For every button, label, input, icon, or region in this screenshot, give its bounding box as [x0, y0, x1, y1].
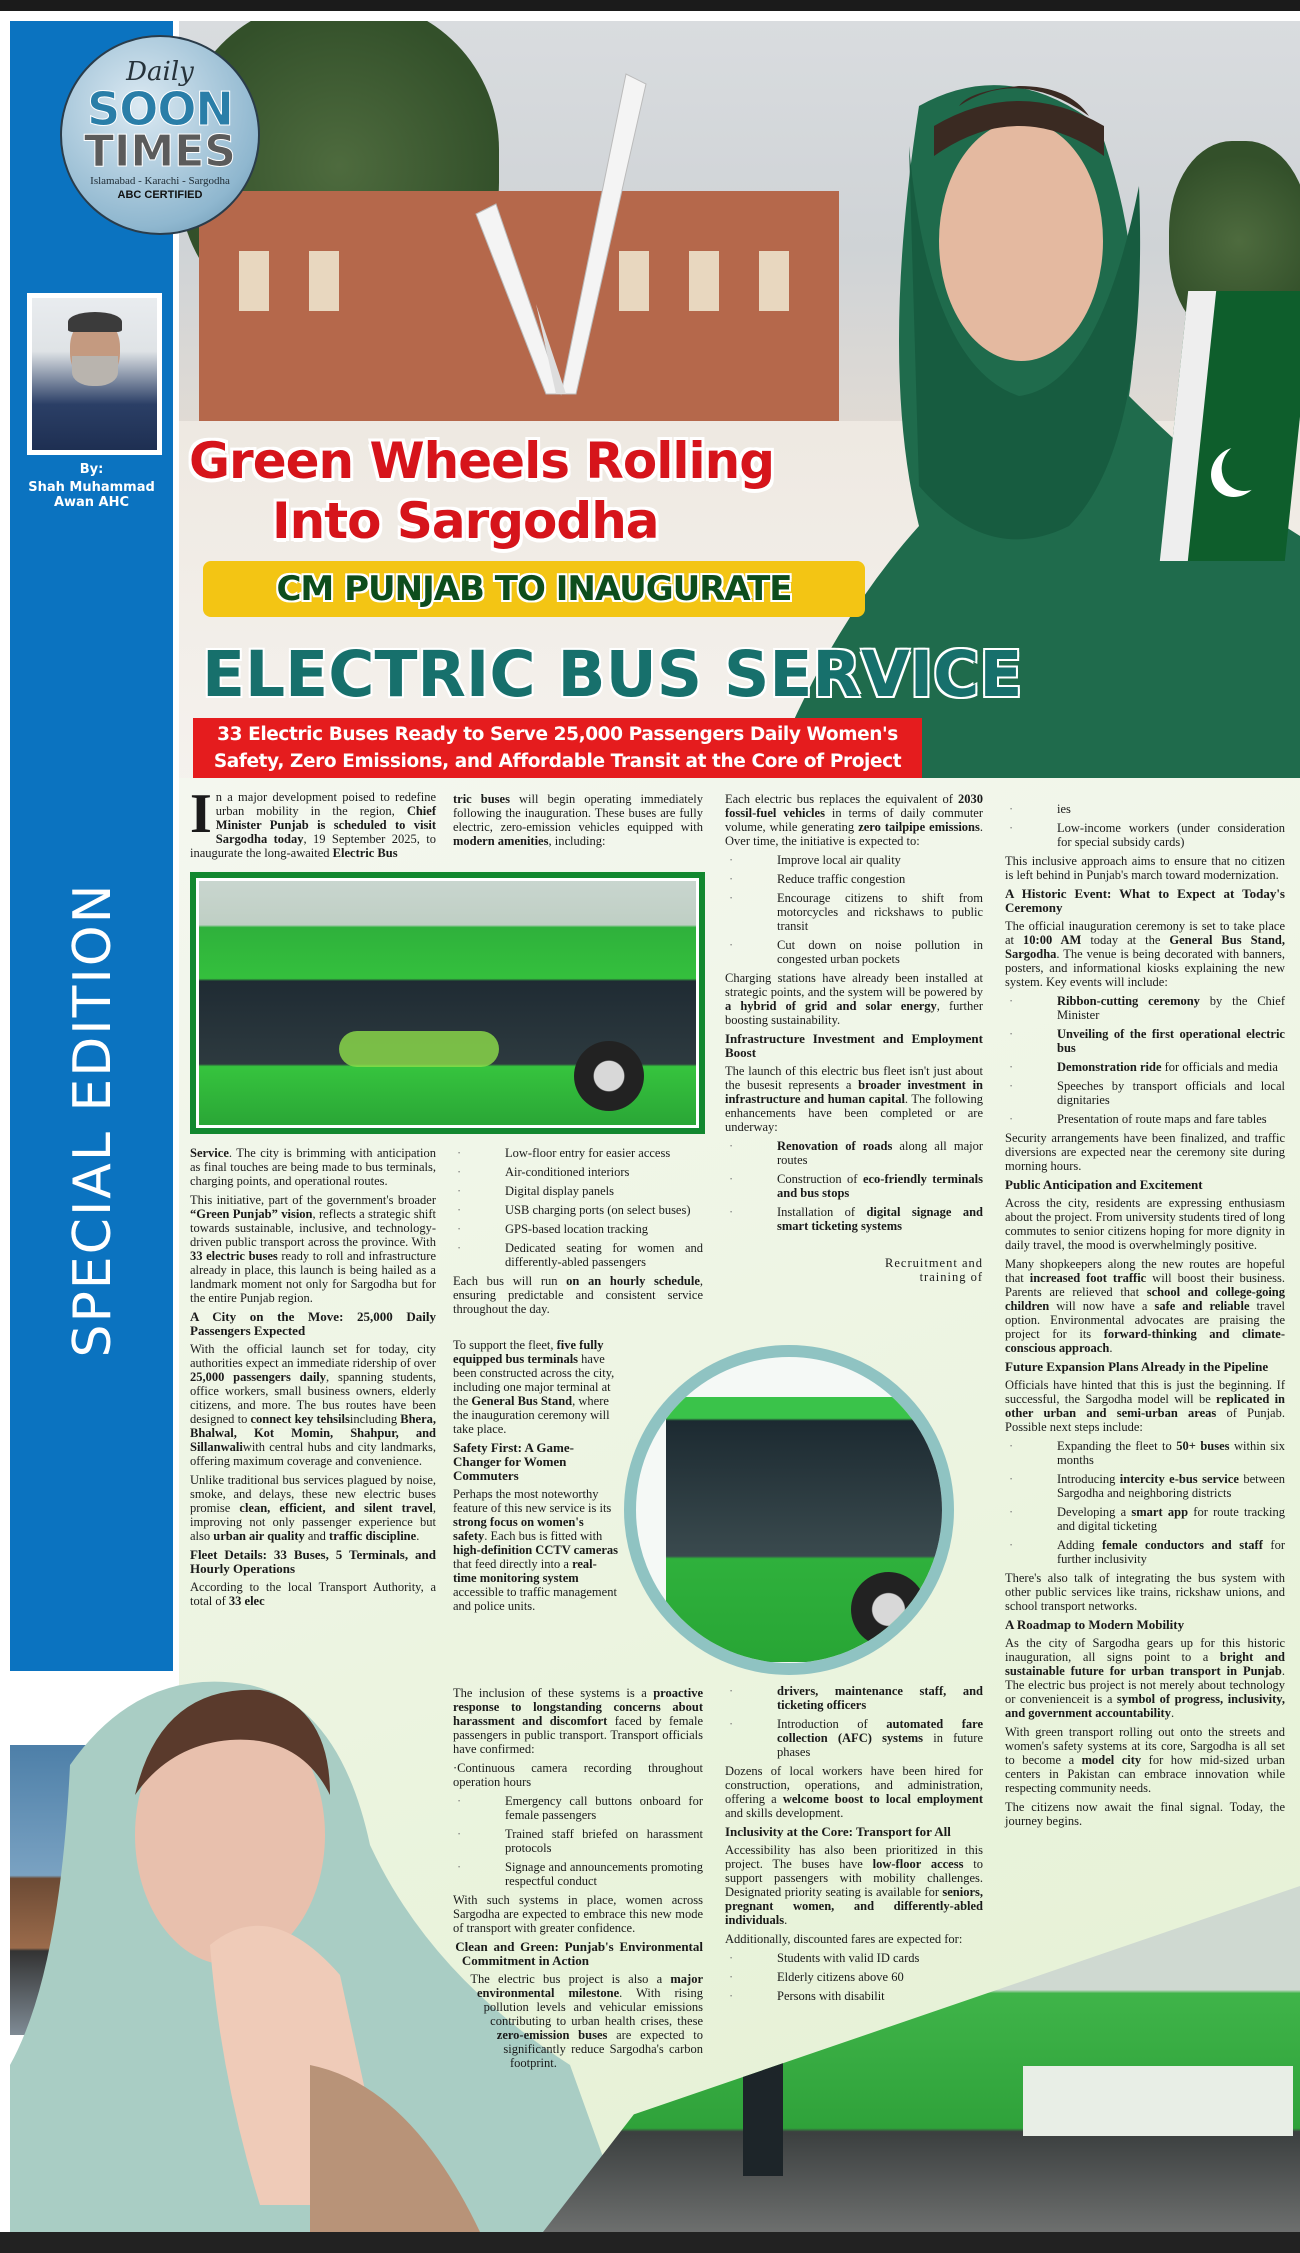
text-run: Accessibility has also been prioritized in this project. The buses have	[725, 1843, 983, 1871]
bold-text: General Bus Stand	[471, 1394, 573, 1408]
section-heading	[1005, 1178, 1285, 1192]
bold-text: welcome boost to local employment	[782, 1792, 983, 1806]
text-run: , further boosting sustainability.	[725, 999, 983, 1027]
bold-text: safe and reliable	[1154, 1299, 1250, 1313]
article-paragraph	[453, 1893, 703, 1935]
text-run: Introducing	[1057, 1472, 1120, 1486]
author-name	[10, 480, 173, 510]
text-run: to support passengers with mobility challenges. Designated priority seating is available for	[725, 1857, 983, 1899]
col2-intro	[453, 792, 703, 848]
bus-ad-panel	[1023, 2066, 1293, 2136]
article-paragraph	[190, 1146, 436, 1188]
bold-text: increased foot traffic	[1029, 1271, 1147, 1285]
text-run: and	[304, 1529, 330, 1543]
bold-text: major environmental milestone	[476, 1972, 703, 2000]
headline-line1: Green Wheels Rolling	[189, 432, 775, 490]
bullet-item	[1005, 1439, 1285, 1467]
text-run: Digital display panels	[505, 1184, 615, 1198]
bold-text: A Historic Event: What to Expect at Today's Ceremony	[1005, 886, 1285, 915]
col1-intro	[190, 783, 436, 860]
section-heading	[1005, 887, 1285, 915]
bold-text: Fleet Details: 33 Buses, 5 Terminals, and Hourly Operations	[190, 1547, 436, 1576]
article-paragraph	[1005, 1196, 1285, 1252]
text-run: . The following enhancements have been completed or are underway:	[725, 1092, 983, 1134]
bullet-item	[725, 1951, 983, 1965]
text-run: Each bus will run	[453, 1274, 567, 1288]
bold-text: Future Expansion Plans Already in the Pipeline	[1005, 1359, 1269, 1374]
electro-logo	[339, 1031, 499, 1067]
text-run: , reflects a strategic shift towards sustainable, inclusive, and technology-driven public transport across the province. With	[190, 1207, 436, 1249]
text-run: USB charging ports (on select buses)	[505, 1203, 691, 1217]
article-paragraph	[1005, 1131, 1285, 1173]
text-run: for officials and media	[1161, 1060, 1278, 1074]
bold-text: 33 elec	[228, 1594, 265, 1608]
text-run: Persons with disabilit	[777, 1989, 885, 2003]
newspaper-logo	[60, 35, 260, 235]
text-run: will begin operating immediately following the inauguration. These buses are fully electric, zero-emission vehicles equipped with	[453, 792, 703, 834]
article-paragraph	[190, 1193, 436, 1305]
text-run: for further inclusivity	[1057, 1538, 1285, 1566]
bold-text: female conductors and staff	[1102, 1538, 1263, 1552]
text-run: for how mid-sized urban centers in Pakistan can embrace innovation while respecting community needs.	[1005, 1753, 1285, 1795]
bold-text: seniors, pregnant women, and differently-abled individuals	[725, 1885, 983, 1927]
bold-text: intercity e-bus service	[1119, 1472, 1239, 1486]
bullet-item	[453, 1794, 703, 1822]
text-run: ies	[1057, 802, 1071, 816]
text-run: Dedicated seating for women and differently-abled passengers	[505, 1241, 703, 1269]
main-headline: ELECTRIC BUS SERVICE	[202, 638, 1023, 711]
bus-circle-photo	[624, 1345, 954, 1675]
article-paragraph	[190, 1580, 436, 1608]
text-run: along all major routes	[777, 1139, 984, 1167]
bullet-item	[453, 1203, 703, 1217]
article-paragraph	[1005, 919, 1285, 989]
bold-text: zero tailpipe emissions	[858, 820, 980, 834]
text-run: are expected to significantly reduce Sargodha's carbon footprint.	[503, 2028, 703, 2070]
text-run: . With rising pollution levels and vehicular emissions contributing to urban health crises, these	[483, 1986, 703, 2028]
text-run: Trained staff briefed on harassment protocols	[505, 1827, 703, 1855]
col2-lower	[453, 1686, 703, 2246]
text-run: Signage and announcements promoting respectful conduct	[505, 1860, 703, 1888]
bullet-item	[725, 1172, 983, 1200]
bold-text: Demonstration ride	[1057, 1060, 1162, 1074]
bold-text: Electric Bus	[332, 846, 398, 860]
text-run: , where the inauguration ceremony will take place.	[453, 1394, 610, 1436]
text-run: , ensuring predictable and consistent service throughout the day.	[453, 1274, 703, 1316]
bold-text: automated fare collection (AFC) systems	[777, 1717, 983, 1745]
col4	[1005, 802, 1285, 1833]
text-run: , 19 September 2025, to inaugurate the long-awaited	[190, 832, 436, 860]
bullet-item	[1005, 1505, 1285, 1533]
text-run: Air-conditioned interiors	[505, 1165, 630, 1179]
col3-recruit: Recruitment and training of	[885, 1256, 983, 1284]
text-run: Additionally, discounted fares are expected for:	[725, 1932, 963, 1946]
bullet-item	[1005, 1538, 1285, 1566]
bold-text: clean, efficient, and silent travel	[239, 1501, 433, 1515]
bold-text: broader investment in infrastructure and human capital	[725, 1078, 983, 1106]
text-run: Charging stations have already been installed at strategic points, and the system will be powered by	[725, 971, 983, 999]
text-run: , spanning students, office workers, small business owners, elderly citizens, and more. The bus routes have been designed to	[190, 1370, 436, 1426]
article-paragraph	[725, 1764, 983, 1820]
text-run: , improving not only passenger experience but also	[190, 1501, 436, 1543]
byline-label: By:	[79, 462, 104, 477]
bullet-item	[453, 1860, 703, 1888]
text-run: The citizens now await the final signal. Today, the journey begins.	[1005, 1800, 1285, 1828]
text-run: Low-floor entry for easier access	[505, 1146, 671, 1160]
text-run: .	[784, 1913, 788, 1927]
bold-text: 50+ buses	[1176, 1439, 1230, 1453]
bullet-item	[725, 1970, 983, 1984]
special-edition-text: SPECIAL EDITION	[63, 882, 123, 1358]
bullet-item	[453, 1241, 703, 1269]
text-run: Students with valid ID cards	[777, 1951, 920, 1965]
bold-text: digital signage and smart ticketing systems	[777, 1205, 983, 1233]
article-paragraph	[1005, 1800, 1285, 1828]
text-run: ready to roll and infrastructure already in place, this launch is being hailed as a landmark moment not only for Sargodha but for the entire Punjab region.	[190, 1249, 437, 1305]
text-run: Security arrangements have been finalized, and traffic diversions are expected near the ceremony site during morning hours.	[1005, 1131, 1285, 1173]
text-run: With such systems in place, women across Sargodha are expected to embrace this new mode of transport with greater confidence.	[453, 1893, 703, 1935]
text-run: of Punjab. Possible next steps include:	[1005, 1406, 1285, 1434]
bullet-item	[725, 1684, 983, 1712]
building-window	[309, 251, 339, 311]
text-run: Low-income workers (under consideration for special subsidy cards)	[1057, 821, 1285, 849]
section-heading	[453, 1441, 619, 1483]
bullet-item	[725, 1205, 983, 1233]
bullet-item	[1005, 994, 1285, 1022]
text-run: As the city of Sargodha gears up for this historic inauguration, all signs point to a	[1005, 1636, 1285, 1664]
special-edition-label	[18, 830, 168, 1410]
bullet-item	[453, 1222, 703, 1236]
subhead-line1: 33 Electric Buses Ready to Serve 25,000 Passengers Daily Women's	[217, 724, 898, 745]
text-run: Perhaps the most noteworthy feature of this new service is its	[453, 1487, 612, 1515]
text-run: Many shopkeepers along the new routes are hopeful that	[1005, 1257, 1285, 1285]
bold-text: Unveiling of the first operational electric bus	[1057, 1027, 1285, 1055]
bold-text: eco-friendly terminals and bus stops	[777, 1172, 983, 1200]
text-run: accessible to traffic management and police units.	[453, 1585, 617, 1613]
bold-text: tric buses	[453, 792, 510, 806]
bullet-item	[725, 1717, 983, 1759]
text-run: by the Chief Minister	[1057, 994, 1285, 1022]
text-run: Reduce traffic congestion	[777, 872, 906, 886]
top-border	[0, 0, 1300, 11]
text-run: .	[416, 1529, 420, 1543]
logo-certified: ABC CERTIFIED	[117, 189, 203, 201]
text-run: Introduction of	[777, 1717, 887, 1731]
bullet-item	[1005, 1060, 1285, 1074]
bold-text: 33 electric buses	[190, 1249, 278, 1263]
text-run: Encourage citizens to shift from motorcycles and rickshaws to public transit	[777, 891, 983, 933]
bold-text: on an hourly schedule	[566, 1274, 700, 1288]
bold-text: A Roadmap to Modern Mobility	[1005, 1617, 1185, 1632]
article-paragraph	[725, 971, 983, 1027]
bus-wheel	[851, 1572, 926, 1647]
article-paragraph	[453, 1338, 619, 1436]
text-run: There's also talk of integrating the bus system with other public services like trains, rickshaw unions, and school transport networks.	[1005, 1571, 1285, 1613]
bullet-item	[453, 1165, 703, 1179]
col3-top	[725, 792, 983, 1238]
article-paragraph	[1005, 1725, 1285, 1795]
bold-text: connect key tehsils	[250, 1412, 350, 1426]
text-run: Officials have hinted that this is just the beginning. If successful, the Sargodha model will be	[1005, 1378, 1285, 1406]
v-sculpture	[436, 64, 686, 404]
bold-text: replicated in other urban and semi-urban areas	[1005, 1392, 1285, 1420]
text-run: .	[1109, 1341, 1113, 1355]
text-run: . Each bus is fitted with	[484, 1529, 603, 1543]
text-run: . The city is brimming with anticipation as final touches are being made to bus terminals, charging points, and operational routes.	[190, 1146, 436, 1188]
text-run: . The venue is being decorated with banners, posters, and informational kiosks explaining the new system. Key events will include:	[1005, 947, 1285, 989]
bold-text: Inclusivity at the Core: Transport for All	[725, 1824, 951, 1839]
bold-text: drivers, maintenance staff, and ticketing officers	[777, 1684, 983, 1712]
section-heading	[190, 1310, 436, 1338]
article-paragraph	[725, 792, 983, 848]
bold-text: Safety First: A Game-Changer for Women Commuters	[453, 1440, 574, 1483]
text-run: Presentation of route maps and fare tables	[1057, 1112, 1267, 1126]
bullet-item	[1005, 1112, 1285, 1126]
bold-text: low-floor access	[872, 1857, 964, 1871]
text-run: have been constructed across the city, including one major terminal at the	[453, 1352, 615, 1408]
text-run: including	[349, 1412, 401, 1426]
logo-times: TIMES	[84, 126, 236, 177]
text-run: for route tracking and digital ticketing	[1057, 1505, 1285, 1533]
section-heading	[190, 1548, 436, 1576]
col2-narrow	[453, 1338, 619, 1618]
bold-text: model city	[1081, 1753, 1142, 1767]
col3-lower	[725, 1684, 983, 2008]
text-run: Improve local air quality	[777, 853, 901, 867]
text-run: , including:	[548, 834, 606, 848]
bullet-item	[725, 1989, 983, 2003]
logo-daily: Daily	[126, 57, 194, 87]
bold-text: modern amenities	[453, 834, 549, 848]
bold-text: General Bus Stand, Sargodha	[1005, 933, 1285, 961]
bold-text: Public Anticipation and Excitement	[1005, 1177, 1203, 1192]
text-run: faced by female passengers in public transport. Transport officials have confirmed:	[453, 1714, 703, 1756]
bus-wheel	[574, 1041, 644, 1111]
text-run: within six months	[1057, 1439, 1285, 1467]
bus-photo	[190, 872, 705, 1134]
bold-text: bright and sustainable future for urban transport in Punjab	[1005, 1650, 1285, 1678]
text-run: With the official launch set for today, city authorities expect an immediate ridership of over	[190, 1342, 436, 1370]
text-run: Dozens of local workers have been hired for construction, operations, and administration, offering a	[725, 1764, 983, 1806]
text-run: Adding	[1057, 1538, 1103, 1552]
text-run: The launch of this electric bus fleet isn't just about the busesit represents a	[725, 1064, 983, 1092]
bold-text: traffic discipline	[329, 1529, 417, 1543]
article-paragraph	[725, 1064, 983, 1134]
text-run: Unlike traditional bus services plagued by noise, smoke, and delays, these new electric buses promise	[190, 1473, 436, 1515]
text-run: GPS-based location tracking	[505, 1222, 649, 1236]
article-paragraph	[1005, 1257, 1285, 1355]
bold-text: Bhera, Bhalwal, Kot Momin, Shahpur, and Sillanwali	[190, 1412, 436, 1454]
text-run: This inclusive approach aims to ensure that no citizen is left behind in Punjab's march toward modernization.	[1005, 854, 1285, 882]
article-paragraph	[725, 1843, 983, 1927]
bold-text: Clean and Green: Punjab's Environmental Commitment in Action	[455, 1939, 703, 1968]
bold-text: proactive response to longstanding concerns about harassment and discomfort	[453, 1686, 703, 1728]
bold-text: Chief Minister Punjab is scheduled to visit Sargodha today	[215, 804, 436, 846]
section-heading	[1005, 1360, 1285, 1374]
bold-text: 10:00 AM	[1023, 933, 1082, 947]
bullet-item	[725, 891, 983, 933]
drop-cap: I	[190, 783, 212, 845]
text-run: According to the local Transport Authority, a total of	[190, 1580, 436, 1608]
bold-text: A City on the Move: 25,000 Daily Passengers Expected	[190, 1309, 436, 1338]
bullet-item	[725, 872, 983, 886]
text-run: To support the fleet,	[453, 1338, 557, 1352]
text-run: will boost their business. Parents are relieved that	[1005, 1271, 1286, 1299]
text-run: Installation of	[777, 1205, 867, 1219]
bullet-item	[725, 853, 983, 867]
text-run: in terms of daily commuter volume, while generating	[725, 806, 984, 834]
intro-paragraph	[190, 783, 436, 860]
bold-text: high-definition CCTV cameras	[453, 1543, 619, 1557]
bold-text: a hybrid of grid and solar energy	[725, 999, 937, 1013]
col1-body	[190, 1146, 436, 1613]
text-run: that feed directly into a	[453, 1557, 573, 1571]
article-paragraph	[190, 1342, 436, 1468]
bold-text: forward-thinking and climate-conscious approach	[1005, 1327, 1285, 1355]
bold-text: Service	[190, 1146, 229, 1160]
bullet-item	[453, 1146, 703, 1160]
text-run: Cut down on noise pollution in congested urban pockets	[777, 938, 983, 966]
article-paragraph	[1005, 1571, 1285, 1613]
article-paragraph	[1005, 1378, 1285, 1434]
text-run: Construction of	[777, 1172, 863, 1186]
section-heading	[1005, 1618, 1285, 1632]
article-paragraph	[1005, 1636, 1285, 1720]
bullet-item	[1005, 802, 1285, 816]
author-name-line2: Awan AHC	[53, 495, 130, 510]
bold-text: zero-emission buses	[496, 2028, 608, 2042]
building-window	[689, 251, 719, 311]
bullet-item	[725, 1139, 983, 1167]
text-run: The official inauguration ceremony is set to take place at	[1005, 919, 1285, 947]
article-paragraph	[1005, 854, 1285, 882]
text-run: . The electric bus project is not merely about technology or convenienceit is a	[1005, 1664, 1285, 1706]
bold-text: strong focus on women's safety	[453, 1515, 584, 1543]
bold-text: Renovation of roads	[777, 1139, 893, 1153]
text-run: ·Continuous camera recording throughout operation hours	[453, 1761, 703, 1789]
author-photo	[27, 293, 162, 455]
bold-text: five fully equipped bus terminals	[453, 1338, 604, 1366]
text-run: n a major development poised to redefine urban mobility in the region,	[215, 790, 436, 818]
bold-text: real-time monitoring system	[453, 1557, 597, 1585]
section-heading	[725, 1825, 983, 1839]
text-run: Across the city, residents are expressing enthusiasm about the project. From university students tired of long commutes to senior citizens hoping for more dignity in daily travel, the mood is overwhelmingly positive.	[1005, 1196, 1285, 1252]
intro-paragraph-continued	[453, 792, 703, 848]
text-run: Emergency call buttons onboard for female passengers	[505, 1794, 703, 1822]
bold-text: smart app	[1131, 1505, 1189, 1519]
bullet-item	[453, 1184, 703, 1198]
text-run: today at the	[1081, 933, 1170, 947]
logo-soon: SOON	[87, 82, 233, 136]
subhead-banner	[193, 718, 922, 778]
text-run: between Sargodha and neighboring districts	[1057, 1472, 1285, 1500]
text-run: . Over time, the initiative is expected to:	[725, 820, 983, 848]
text-run: and skills development.	[725, 1806, 844, 1820]
bold-text: “Green Punjab” vision	[190, 1207, 313, 1221]
bold-text: Ribbon-cutting ceremony	[1057, 994, 1200, 1008]
text-run: travel option. Environmental advocates are praising the project for its	[1005, 1299, 1285, 1341]
bullet-item	[725, 938, 983, 966]
bullet-item	[1005, 821, 1285, 849]
bold-text: symbol of progress, inclusivity, and government accountability	[1005, 1692, 1285, 1720]
text-run: The electric bus project is also a	[470, 1972, 671, 1986]
section-heading	[453, 1940, 703, 1968]
bold-text: urban air quality	[213, 1529, 305, 1543]
logo-cities: Islamabad - Karachi - Sargodha	[90, 175, 230, 187]
text-run: Elderly citizens above 60	[777, 1970, 904, 1984]
text-run: .	[1170, 1706, 1175, 1720]
author-name-line1: Shah Muhammad	[28, 480, 155, 495]
col2-body	[453, 1146, 703, 1321]
bold-text: Infrastructure Investment and Employment Boost	[725, 1031, 983, 1060]
text-run: with central hubs and city landmarks, offering maximum coverage and convenience.	[190, 1440, 436, 1468]
text-run: Each electric bus replaces the equivalent of	[725, 792, 958, 806]
text-run: The inclusion of these systems is a	[453, 1686, 654, 1700]
article-paragraph	[190, 1473, 436, 1543]
article-paragraph	[453, 1274, 703, 1316]
article-paragraph	[725, 1932, 983, 1946]
building-window	[239, 251, 269, 311]
bold-text: 2030 fossil-fuel vehicles	[725, 792, 983, 820]
text-run: Expanding the fleet to	[1057, 1439, 1177, 1453]
subhead-line2: Safety, Zero Emissions, and Affordable Transit at the Core of Project	[213, 751, 902, 772]
bold-text: school and college-going children	[1005, 1285, 1285, 1313]
bullet-item	[1005, 1472, 1285, 1500]
text-run: Speeches by transport officials and local dignitaries	[1057, 1079, 1285, 1107]
article-paragraph	[453, 1487, 619, 1613]
section-heading	[725, 1032, 983, 1060]
kicker-banner: CM PUNJAB TO INAUGURATE	[203, 561, 865, 617]
bullet-item	[453, 1827, 703, 1855]
bullet-item	[1005, 1027, 1285, 1055]
text-run: With green transport rolling out onto the streets and women's safety systems at its core, Sargodha is all set to become a	[1005, 1725, 1285, 1767]
text-run: will now have a	[1049, 1299, 1155, 1313]
bullet-item	[1005, 1079, 1285, 1107]
text-run: in future phases	[777, 1731, 983, 1759]
text-run: This initiative, part of the government's broader	[190, 1193, 436, 1207]
bold-text: 25,000 passengers daily	[190, 1370, 327, 1384]
text-run: Developing a	[1057, 1505, 1132, 1519]
headline-line2: Into Sargodha	[272, 492, 659, 550]
